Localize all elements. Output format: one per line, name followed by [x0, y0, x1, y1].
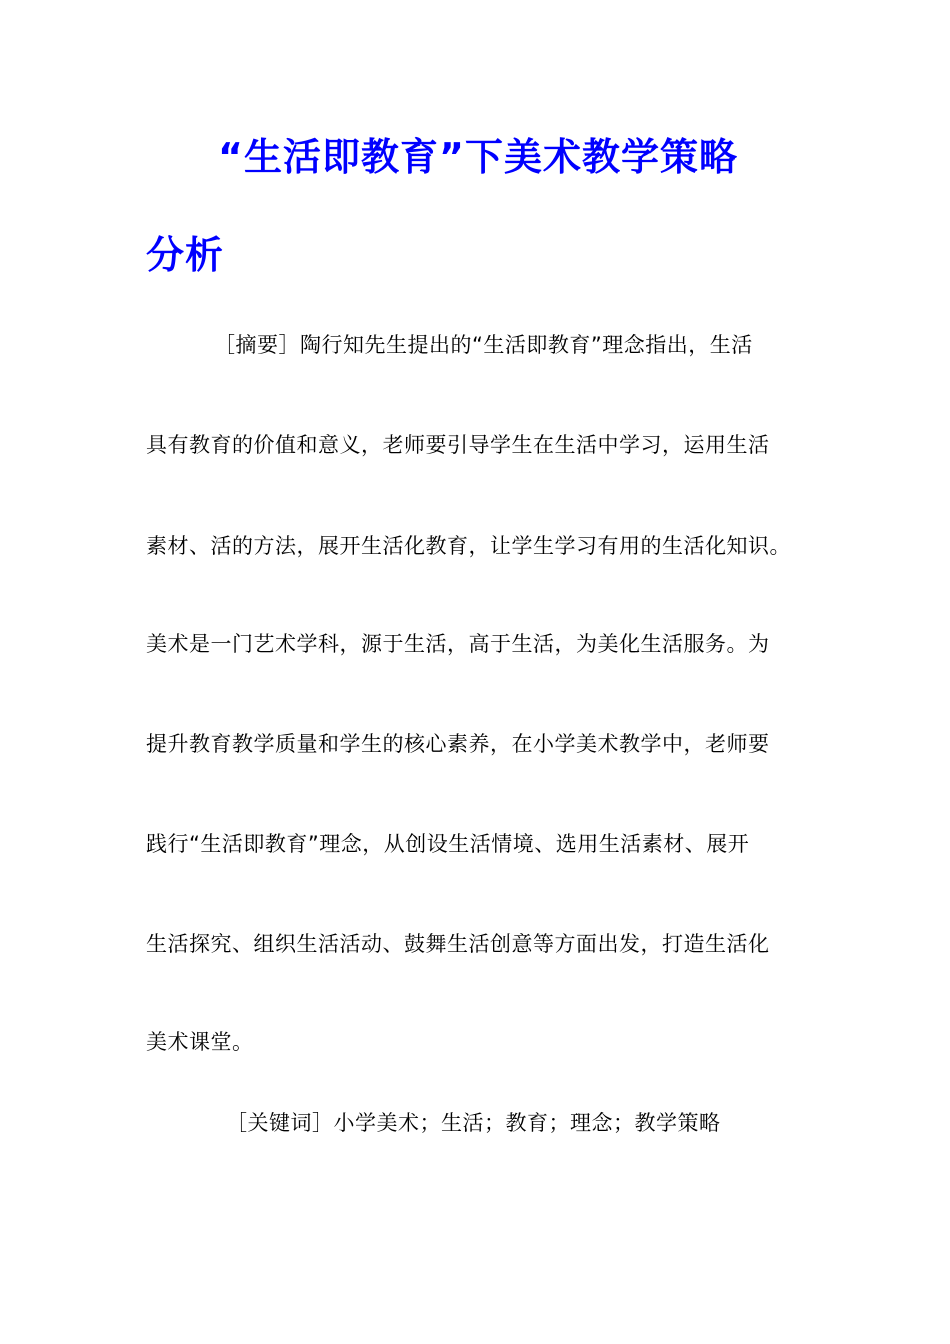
abstract-line: 提升教育教学质量和学生的核心素养，在小学美术教学中，老师要: [146, 732, 770, 756]
abstract-line: 践行“生活即教育”理念，从创设生活情境、选用生活素材、展开: [146, 832, 750, 856]
abstract-line: ［摘要］陶行知先生提出的“生活即教育”理念指出，生活: [214, 333, 753, 357]
keywords-line: ［关键词］小学美术；生活；教育；理念；教学策略: [226, 1111, 721, 1135]
abstract-line: 素材、活的方法，展开生活化教育，让学生学习有用的生活化知识。: [146, 534, 791, 558]
document-title-line-1: “生活即教育”下美术教学策略: [218, 135, 738, 179]
abstract-line: 美术课堂。: [146, 1030, 254, 1054]
abstract-line: 具有教育的价值和意义，老师要引导学生在生活中学习，运用生活: [146, 433, 770, 457]
abstract-line: 生活探究、组织生活活动、鼓舞生活创意等方面出发，打造生活化: [146, 932, 770, 956]
abstract-line: 美术是一门艺术学科，源于生活，高于生活，为美化生活服务。为: [146, 632, 770, 656]
document-title-line-2: 分析: [146, 233, 225, 277]
